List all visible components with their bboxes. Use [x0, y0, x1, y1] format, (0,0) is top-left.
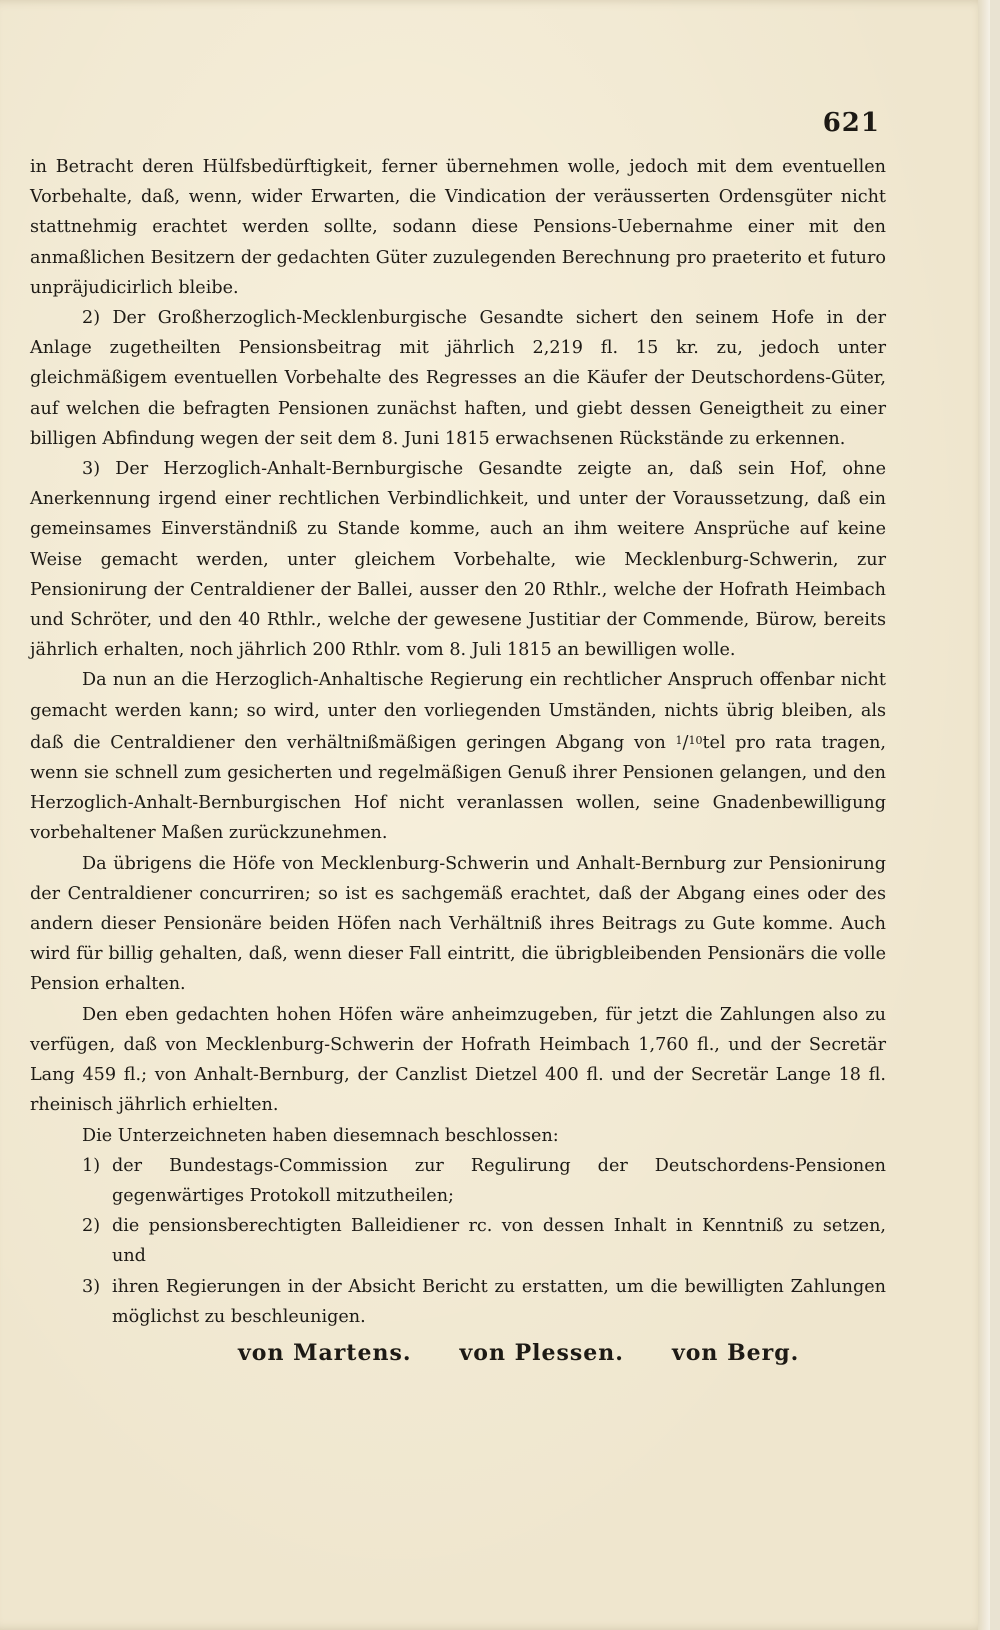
list-number: 1) [82, 1155, 101, 1176]
signatures [30, 1338, 886, 1368]
fraction-denominator: 10 [688, 733, 703, 747]
paragraph-anhalt-claim: Da nun an die Herzoglich-Anhaltische Regierung ein rechtlicher Anspruch offenbar nicht gemacht werden kann; so wird, unter den vorliegenden Umständen, nichts übrig bleiben, als daß die Centraldiener den verhältnißmäßigen geringen Abgang von $^1$/$^{10}$tel pro rata tragen, wenn sie schnell zum gesicherten und regelmäßigen Genuß ihrer Pensionen gelangen, und den Herzoglich-Anhalt-Bernburgischen Hof nicht veranlassen wollen, seine Gnadenbewilligung vorbehaltener Maßen zurückzunehmen. [30, 670, 887, 844]
list-text: ihren Regierungen in der Absicht Bericht zu erstatten, um die bewilligten Zahlungen möglichst zu beschleunigen. [112, 1276, 886, 1327]
list-item [30, 1151, 886, 1211]
paragraph-item-3: 3) Der Herzoglich-Anhalt-Bernburgische Gesandte zeigte an, daß sein Hof, ohne Anerkennung irgend einer rechtlichen Verbindlichkeit, und unter der Voraussetzung, daß ein gemeinsames Einverständniß zu Stande komme, auch an ihm weitere Ansprüche auf keine Weise gemacht werden, unter gleichem Vorbehalte, wie Mecklenburg-Schwerin, zur Pensionirung der Centraldiener der Ballei, ausser den 20 Rthlr., welche der Hofrath Heimbach und Schröter, und den 40 Rthlr., welche der gewesene Justitiar der Commende, Bürow, bereits jährlich erhalten, noch jährlich 200 Rthlr. vom 8. Juli 1815 an bewilligen wolle. [30, 459, 886, 661]
paragraph-resolution: Die Unterzeichneten haben diesemnach beschlossen: [82, 1125, 559, 1146]
signature-berg: von Berg. [671, 1339, 800, 1366]
list-text: die pensionsberechtigten Balleidiener rc. von dessen Inhalt in Kenntniß zu setzen, und [112, 1216, 886, 1267]
list-text: der Bundestags-Commission zur Regulirung der Deutschordens-Pensionen gegenwärtiges Protokoll mitzutheilen; [112, 1155, 886, 1206]
paragraph-anhalt-claim-end: tel pro rata tragen, wenn sie schnell zum gesicherten und regelmäßigen Genuß ihrer Pensionen gelangen, und den Herzoglich-Anhalt-Bernburgischen Hof nicht veranlassen wollen, seine Gnadenbewilligung vorbehaltener Maßen zurückzunehmen. [30, 732, 887, 844]
paragraph-continuation: in Betracht deren Hülfsbedürftigkeit, ferner übernehmen wolle, jedoch mit dem eventuellen Vorbehalte, daß, wenn, wider Erwarten, die Vindication der veräusserten Ordensgüter nicht stattnehmig erachtet werden sollte, sodann diese Pensions-Uebernahme einer mit den anmaßlichen Besitzern der gedachten Güter zuzulegenden Berechnung pro praeterito et futuro unpräjudicirlich bleibe. [30, 157, 886, 298]
fraction-numerator: 1 [675, 733, 683, 747]
paragraph-courts: Da übrigens die Höfe von Mecklenburg-Schwerin und Anhalt-Bernburg zur Pensionirung der Centraldiener concurriren; so ist es sachgemäß erachtet, daß der Abgang eines oder des andern dieser Pensionäre beiden Höfen nach Verhältniß ihres Beitrags zu Gute komme. Auch wird für billig gehalten, daß, wenn dieser Fall eintritt, die übrigbleibenden Pensionärs die volle Pension erhalten. [30, 853, 886, 995]
signature-martens: von Martens. [238, 1339, 412, 1366]
list-item [30, 1272, 886, 1332]
body-text [30, 152, 886, 1368]
list-item [30, 1211, 886, 1271]
page-edge [978, 0, 990, 1630]
signature-plessen: von Plessen. [459, 1339, 624, 1366]
list-number: 2) [82, 1216, 101, 1237]
paragraph-item-2: 2) Der Großherzoglich-Mecklenburgische Gesandte sichert den seinem Hofe in der Anlage zugetheilten Pensionsbeitrag mit jährlich 2,219 fl. 15 kr. zu, jedoch unter gleichmäßigem eventuellen Vorbehalte des Regresses an die Käufer der Deutschordens-Güter, auf welchen die befragten Pensionen zunächst haften, und giebt dessen Geneigtheit zu einer billigen Abfindung wegen der seit dem 8. Juni 1815 erwachsenen Rückstände zu erkennen. [30, 308, 886, 449]
list-number: 3) [82, 1276, 101, 1297]
paragraph-payments: Den eben gedachten hohen Höfen wäre anheimzugeben, für jetzt die Zahlungen also zu verfügen, daß von Mecklenburg-Schwerin der Hofrath Heimbach 1,760 fl., und der Secretär Lang 459 fl.; von Anhalt-Bernburg, der Canzlist Dietzel 400 fl. und der Secretär Lange 18 fl. rheinisch jährlich erhielten. [30, 1004, 886, 1116]
page-number: 621 [822, 108, 880, 138]
paragraph-anhalt-claim-start: Da nun an die Herzoglich-Anhaltische Regierung ein rechtlicher Anspruch offenbar nicht gemacht werden kann; so wird, unter den vorliegenden Umständen, nichts übrig bleiben, als daß die Centraldiener den verhältnißmäßigen geringen Abgang von [30, 670, 886, 753]
